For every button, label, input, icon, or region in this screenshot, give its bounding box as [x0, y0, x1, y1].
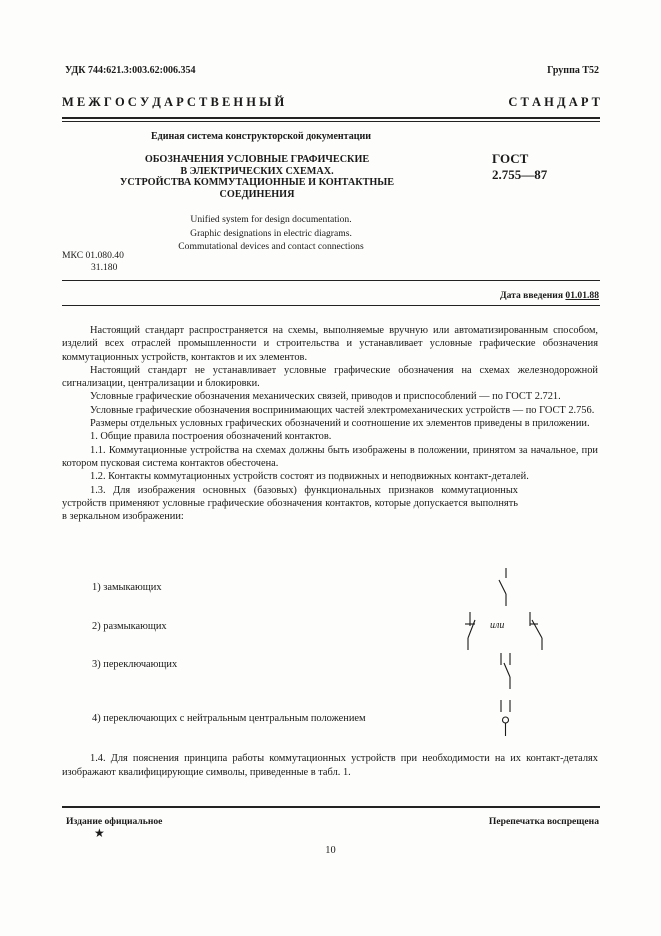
list-item-break-contact: 2) размыкающих: [92, 621, 167, 632]
paragraph: Размеры отдельных условных графических обозначений и соотношение их элементов приведены в приложении.: [90, 418, 590, 430]
english-title-line: Unified system for design documentation.: [190, 214, 352, 225]
document-title: [92, 154, 422, 200]
page-number: 10: [325, 845, 336, 856]
make-contact-symbol: [496, 568, 516, 608]
break-contact-symbol: [462, 612, 482, 652]
paragraph: 1.1. Коммутационные устройства на схемах должны быть изображены в положении, принятом за начальное, при котором пусковая система контактов обесточена.: [62, 444, 598, 469]
date-label: Дата введения: [499, 290, 564, 301]
effective-date: [500, 290, 599, 301]
footer-rule: [62, 806, 600, 808]
paragraph: Настоящий стандарт распространяется на схемы, выполняемые вручную или автоматизированным способом, изделий всех отраслей промышленности и строительства и устанавливает условные графические обозначения коммутационных устройств, контактов и их элементов.: [62, 325, 598, 363]
english-title-line: Graphic designations in electric diagrams.: [190, 227, 352, 239]
title-line: СОЕДИНЕНИЯ: [219, 188, 295, 200]
gost-label: ГОСТ: [492, 151, 529, 166]
list-item-neutral-changeover-contact: 4) переключающих с нейтральным центральным положением: [92, 713, 366, 724]
mks-line: 31.180: [91, 262, 118, 273]
paragraph: 1.2. Контакты коммутационных устройств состоят из подвижных и неподвижных контакт-деталей.: [90, 471, 529, 483]
neutral-changeover-contact-symbol: [496, 700, 520, 740]
system-name: Единая система конструкторской документации: [151, 131, 371, 142]
mks-line: МКС 01.080.40: [62, 250, 124, 261]
date-value: 01.01.88: [565, 290, 599, 301]
star-icon: ★: [94, 826, 105, 840]
title-line: В ЭЛЕКТРИЧЕСКИХ СХЕМАХ.: [180, 165, 334, 177]
english-title-line: Commutational devices and contact connections: [178, 241, 364, 252]
english-title: [140, 213, 402, 254]
official-edition: Издание официальное: [66, 816, 163, 827]
title-rule: [62, 280, 600, 281]
paragraph: Условные графические обозначения механических связей, приводов и приспособлений — по ГОСТ 2.721.: [90, 391, 561, 403]
paragraph: 1.3. Для изображения основных (базовых) функциональных признаков коммутационных устройств применяют условные графические обозначения контактов, которые допускается выполнять в зеркальном изображении:: [62, 484, 518, 523]
mks-codes: [62, 250, 124, 274]
standard-banner: [62, 95, 600, 110]
banner-word-interstate: М Е Ж Г О С У Д А Р С Т В Е Н Н Ы Й: [62, 95, 285, 109]
title-line: ОБОЗНАЧЕНИЯ УСЛОВНЫЕ ГРАФИЧЕСКИЕ: [144, 154, 370, 165]
date-rule: [62, 305, 600, 306]
gost-number: 2.755—87: [492, 167, 548, 182]
list-item-make-contact: 1) замыкающих: [92, 582, 162, 593]
paragraph: Настоящий стандарт не устанавливает условные графические обозначения на схемах железнодорожной сигнализации, централизации и блокировки.: [62, 364, 598, 390]
paragraph: 1. Общие правила построения обозначений контактов.: [90, 431, 332, 443]
title-line: УСТРОЙСТВА КОММУТАЦИОННЫЕ И КОНТАКТНЫЕ: [119, 177, 395, 188]
reprint-prohibited: Перепечатка воспрещена: [488, 816, 599, 827]
changeover-contact-symbol: [496, 653, 520, 693]
banner-word-standard: С Т А Н Д А Р Т: [508, 95, 600, 109]
paragraph-1-4: 1.4. Для пояснения принципа работы коммутационных устройств при необходимости на их контакт-деталях изображают квалифицирующие символы, приведенные в табл. 1.: [62, 753, 598, 778]
header-rule-thin: [62, 121, 600, 122]
group-code: Группа Т52: [547, 65, 599, 76]
list-item-changeover-contact: 3) переключающих: [92, 659, 178, 670]
or-label: или: [490, 620, 505, 631]
header-rule: [62, 117, 600, 119]
body-text: [62, 324, 598, 523]
udk-code: УДК 744:621.3:003.62:006.354: [65, 65, 196, 76]
break-contact-mirror-symbol: [524, 612, 548, 652]
gost-designation: [492, 151, 547, 183]
paragraph: Условные графические обозначения воспринимающих частей электромеханических устройств — по ГОСТ 2.756.: [90, 404, 595, 416]
